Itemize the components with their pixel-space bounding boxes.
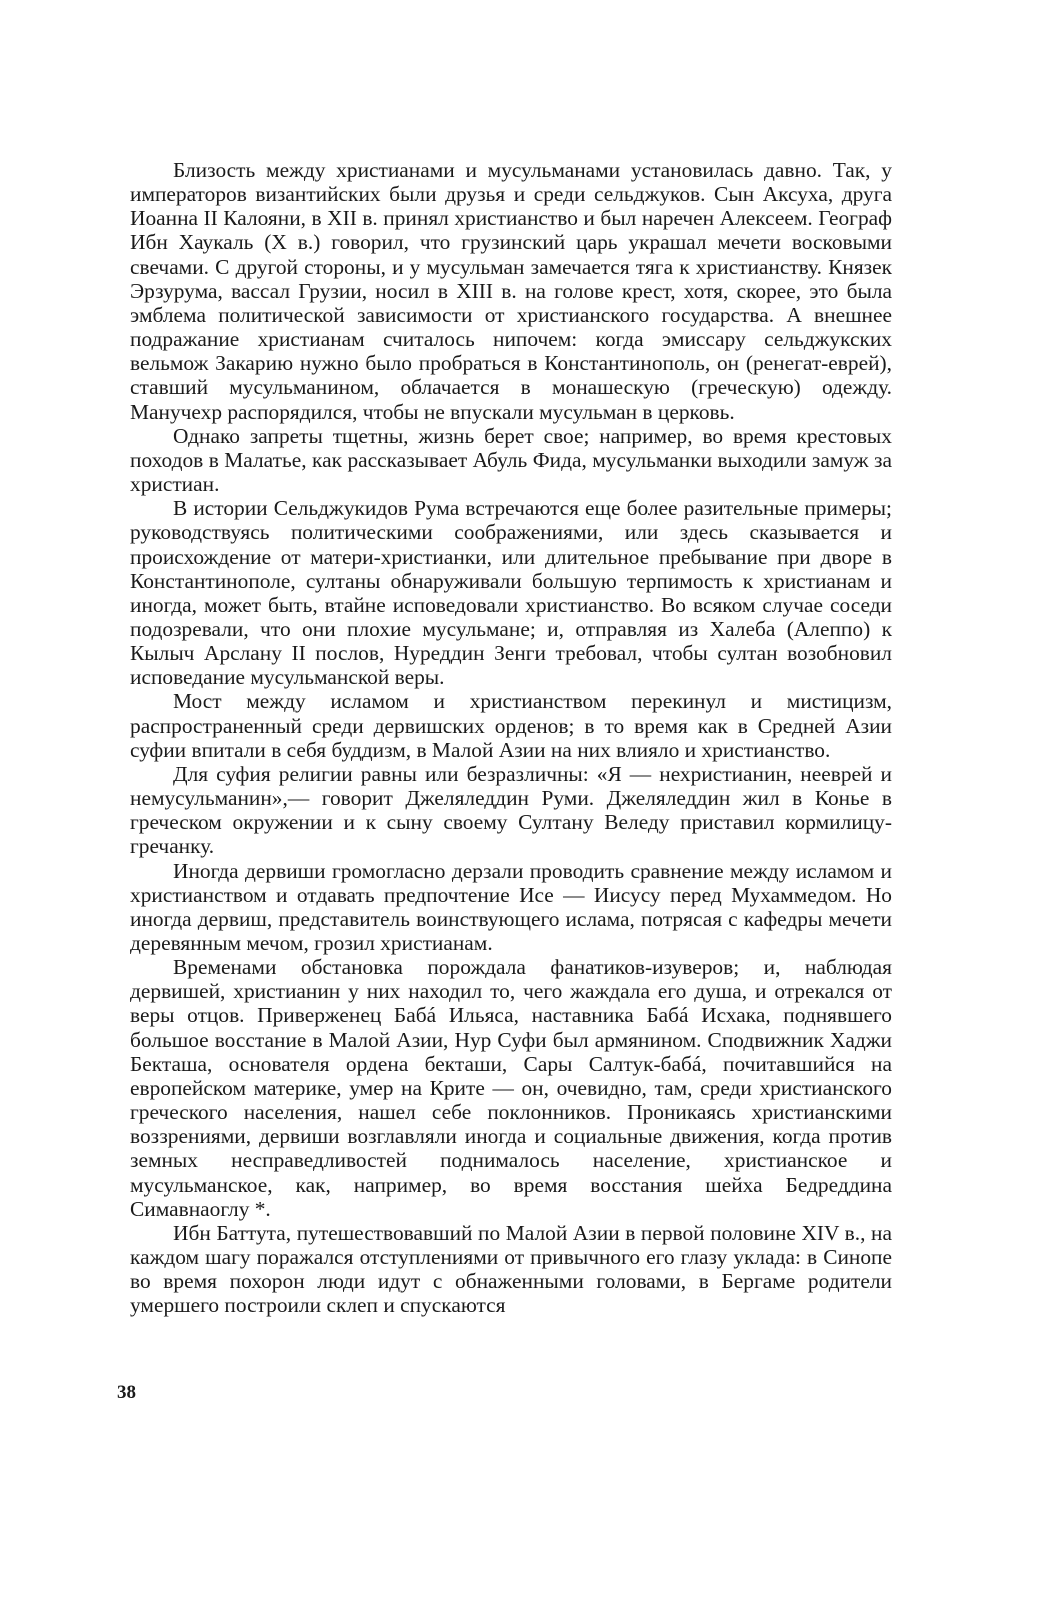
body-text [130,158,892,1318]
paragraph-1: Близость между христианами и мусульманами установилась давно. Так, у императоров византийских были друзья и среди сельджуков. Сын Аксуха, друга Иоанна II Калояни, в XII в. принял христианство и был наречен Алексеем. Географ Ибн Хаукаль (X в.) говорил, что грузинский царь украшал мечети восковыми свечами. С другой стороны, и у мусульман замечается тяга к христианству. Князек Эрзурума, вассал Грузии, носил в XIII в. на голове крест, хотя, скорее, это была эмблема политической зависимости от христианского государства. А внешнее подражание христианам считалось нипочем: когда эмиссару сельджукских вельмож Закарию нужно было пробраться в Константинополь, он (ренегат-еврей), ставший мусульманином, облачается в монашескую (греческую) одежду. Манучехр распорядился, чтобы не впускали мусульман в церковь. [130,158,892,424]
paragraph-2: Однако запреты тщетны, жизнь берет свое; например, во время крестовых походов в Малатье, как рассказывает Абуль Фида, мусульманки выходили замуж за христиан. [130,423,892,497]
paragraph-4: Мост между исламом и христианством перекинул и мистицизм, распространенный среди дервишских орденов; в то время как в Средней Азии суфии впитали в себя буддизм, в Малой Азии на них влияло и христианство. [130,689,892,762]
paragraph-8: Ибн Баттута, путешествовавший по Малой Азии в первой половине XIV в., на каждом шагу поражался отступлениями от привычного его глазу уклада: в Синопе во время похорон люди идут с обнаженными головами, в Бергаме родители умершего построили склеп и спускаются [130,1220,892,1318]
paragraph-5: Для суфия религии равны или безразличны: «Я — нехристианин, нееврей и немусульманин»,— говорит Джеляледдин Руми. Джеляледдин жил в Конье в греческом окружении и к сыну своему Султану Веледу приставил кормилицу-гречанку. [130,761,892,859]
paragraph-6: Иногда дервиши громогласно дерзали проводить сравнение между исламом и христианством и отдавать предпочтение Исе — Иисусу перед Мухаммедом. Но иногда дервиш, представитель воинствующего ислама, потрясая с кафедры мечети деревянным мечом, грозил христианам. [130,858,892,955]
paragraph-3: В истории Сельджукидов Рума встречаются еще более разительные примеры; руководствуясь политическими соображениями, или здесь сказывается и происхождение от матери-христианки, или длительное пребывание при дворе в Константинополе, султаны обнаруживали большую терпимость к христианам и иногда, может быть, втайне исповедовали христианство. Во всяком случае соседи подозревали, что они плохие мусульмане; и, отправляя из Халеба (Алеппо) к Кылыч Арслану II послов, Нуреддин Зенги требовал, чтобы султан возобновил исповедание мусульманской веры. [130,496,892,690]
paragraph-7: Временами обстановка порождала фанатиков-изуверов; и, наблюдая дервишей, христианин у них находил то, чего жаждала его душа, и отрекался от веры отцов. Приверженец Бабá Ильяса, наставника Бабá Исхака, поднявшего большое восстание в Малой Азии, Нур Суфи был армянином. Сподвижник Хаджи Бекташа, основателя ордена бекташи, Сары Салтук-бабá, почитавшийся на европейском материке, умер на Крите — он, очевидно, там, среди христианского греческого населения, нашел себе поклонников. Проникаясь христианскими воззрениями, дервиши возглавляли иногда и социальные движения, когда против земных несправедливостей поднималось население, христианское и мусульманское, как, например, во время восстания шейха Бедреддина Симавнаоглу *. [130,955,892,1221]
page-number: 38 [117,1382,136,1403]
